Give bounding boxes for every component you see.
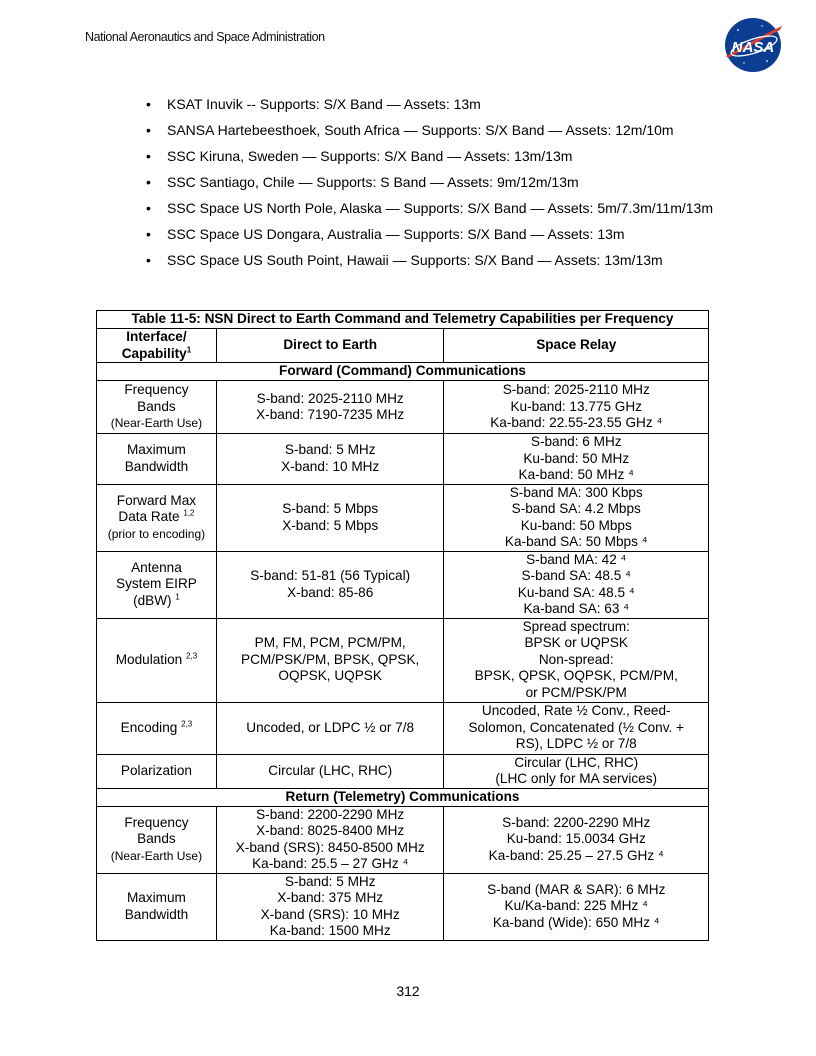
row-label: Encoding <box>120 719 178 735</box>
cell-line: X-band: 85-86 <box>287 584 374 600</box>
cell-line: X-band: 7190-7235 MHz <box>256 407 405 422</box>
cell-line: Circular (LHC, RHC) <box>514 754 639 770</box>
direct-to-earth-cell <box>216 754 444 788</box>
cell-line: S-band SA: 4.2 Mbps <box>511 501 641 516</box>
list-item: • KSAT Inuvik -- Supports: S/X Band — Assets: 13m <box>146 96 726 113</box>
cell-line: X-band: 8025-8400 MHz <box>256 823 405 838</box>
cell-line: S-band: 2200-2290 MHz <box>256 806 405 822</box>
row-label: Modulation <box>115 651 183 667</box>
row-label-cell <box>97 754 217 788</box>
row-label-cell <box>97 873 217 940</box>
cell-line: OQPSK, UQPSK <box>278 668 382 684</box>
table-header-row <box>97 329 709 363</box>
direct-to-earth-cell <box>216 873 444 940</box>
cell-line: Ka-band SA: 50 Mbps ⁴ <box>504 534 648 549</box>
cell-line: Ka-band: 25.5 – 27 GHz ⁴ <box>252 856 409 871</box>
cell-line: Ku-band: 50 Mbps <box>520 517 632 533</box>
cell-line: S-band: 5 MHz <box>284 873 376 889</box>
row-label: Bands <box>137 831 176 847</box>
row-label: Antenna <box>131 559 182 575</box>
table-row <box>97 806 709 873</box>
cell-line: Uncoded, or LDPC ½ or 7/8 <box>246 719 415 735</box>
cell-line: Ka-band: 25.25 – 27.5 GHz ⁴ <box>488 847 664 863</box>
cell-line: Circular (LHC, RHC) <box>268 762 393 778</box>
cell-line: Uncoded, Rate ½ Conv., Reed- <box>481 703 671 719</box>
svg-text:NASA: NASA <box>731 39 775 56</box>
cell-line: S-band MA: 300 Kbps <box>509 484 643 500</box>
cell-line: RS), LDPC ½ or 7/8 <box>515 736 637 752</box>
cell-line: X-band (SRS): 8450-8500 MHz <box>235 839 425 855</box>
cell-line: S-band (MAR & SAR): 6 MHz <box>487 881 666 897</box>
section-title: Return (Telemetry) Communications <box>97 788 709 806</box>
table-row <box>97 754 709 788</box>
row-label-cell <box>97 484 217 551</box>
section-title: Forward (Command) Communications <box>97 363 709 381</box>
row-label-cell <box>97 618 217 702</box>
section-header-row <box>97 363 709 381</box>
list-item: • SSC Kiruna, Sweden — Supports: S/X Band — Assets: 13m/13m <box>146 148 726 165</box>
cell-line: S-band: 5 MHz <box>284 442 376 458</box>
direct-to-earth-cell <box>216 618 444 702</box>
row-label-cell <box>97 702 217 754</box>
direct-to-earth-cell <box>216 702 444 754</box>
nasa-logo <box>722 16 784 74</box>
row-label: Polarization <box>120 762 192 778</box>
row-label: Bandwidth <box>124 458 189 474</box>
cell-line: X-band: 10 MHz <box>281 458 380 474</box>
list-item: • SSC Space US Dongara, Australia — Supports: S/X Band — Assets: 13m <box>146 226 726 243</box>
list-item: • SSC Santiago, Chile — Supports: S Band — Assets: 9m/12m/13m <box>146 174 726 191</box>
table-row <box>97 381 709 434</box>
space-relay-cell <box>444 484 709 551</box>
direct-to-earth-cell <box>216 806 444 873</box>
row-sublabel: (Near-Earth Use) <box>110 416 203 431</box>
table-row <box>97 618 709 702</box>
space-relay-cell <box>444 551 709 618</box>
cell-line: S-band MA: 42 ⁴ <box>526 551 627 567</box>
cell-line: Non-spread: <box>538 651 614 667</box>
cell-line: Spread spectrum: <box>522 618 630 634</box>
cell-line: BPSK or UQPSK <box>524 635 628 651</box>
header-direct-to-earth: Direct to Earth <box>216 329 444 363</box>
space-relay-cell <box>444 381 709 434</box>
cell-line: Ku/Ka-band: 225 MHz ⁴ <box>504 898 648 914</box>
row-label: Frequency <box>124 382 189 398</box>
cell-line: S-band: 2025-2110 MHz <box>256 390 404 406</box>
cell-line: S-band: 6 MHz <box>530 434 622 449</box>
ground-station-list <box>146 96 726 278</box>
cell-line: Ku-band: 50 MHz <box>523 450 630 466</box>
cell-line: S-band SA: 48.5 ⁴ <box>521 568 631 583</box>
cell-line: BPSK, QPSK, OQPSK, PCM/PM, <box>474 668 678 684</box>
cell-line: X-band: 375 MHz <box>277 890 384 905</box>
space-relay-cell <box>444 618 709 702</box>
row-sublabel: (prior to encoding) <box>107 526 206 541</box>
page-number: 312 <box>396 983 420 999</box>
row-label: Forward Max <box>116 492 197 508</box>
cell-line: (LHC only for MA services) <box>495 771 658 786</box>
row-label: System EIRP <box>116 576 197 592</box>
cell-line: S-band: 51-81 (56 Typical) <box>250 568 411 583</box>
cell-line: Ku-band: 13.775 GHz <box>510 398 642 414</box>
direct-to-earth-cell <box>216 551 444 618</box>
capabilities-table <box>96 310 709 941</box>
space-relay-cell <box>444 873 709 940</box>
header-space-relay: Space Relay <box>444 329 709 363</box>
footnote-ref: 2,3 <box>181 719 193 729</box>
table-row <box>97 484 709 551</box>
direct-to-earth-cell <box>216 434 444 485</box>
cell-line: Ku-band: 15.0034 GHz <box>506 831 646 847</box>
row-label-cell <box>97 806 217 873</box>
cell-line: Ka-band: 1500 MHz <box>269 923 391 938</box>
row-label: Data Rate <box>118 509 180 525</box>
list-item: • SSC Space US South Point, Hawaii — Supports: S/X Band — Assets: 13m/13m <box>146 252 726 269</box>
cell-line: PM, FM, PCM, PCM/PM, <box>254 635 406 651</box>
row-label: (dBW) <box>133 592 172 608</box>
row-label: Maximum <box>126 890 186 905</box>
row-label-cell <box>97 551 217 618</box>
row-label: Frequency <box>124 814 189 830</box>
row-label-cell <box>97 434 217 485</box>
cell-line: Ka-band SA: 63 ⁴ <box>523 601 630 616</box>
cell-line: Solomon, Concatenated (½ Conv. + <box>468 719 684 735</box>
cell-line: X-band (SRS): 10 MHz <box>260 906 400 922</box>
space-relay-cell <box>444 806 709 873</box>
cell-line: Ka-band: 50 MHz ⁴ <box>518 467 634 482</box>
row-label-cell <box>97 381 217 434</box>
direct-to-earth-cell <box>216 484 444 551</box>
cell-line: S-band: 5 Mbps <box>282 501 379 516</box>
space-relay-cell <box>444 434 709 485</box>
cell-line: X-band: 5 Mbps <box>282 517 379 533</box>
cell-line: Ka-band: 22.55-23.55 GHz ⁴ <box>490 415 663 431</box>
cell-line: or PCM/PSK/PM <box>525 684 627 700</box>
footnote-ref: 1,2 <box>183 508 195 518</box>
cell-line: Ku-band SA: 48.5 ⁴ <box>517 584 635 600</box>
table-row <box>97 873 709 940</box>
footnote-ref: 1 <box>175 592 180 602</box>
row-label: Bands <box>137 398 176 414</box>
footnote-ref: 2,3 <box>186 651 198 661</box>
table-row <box>97 551 709 618</box>
header-interface: Interface/ Capability$^1$ <box>97 329 217 363</box>
cell-line: S-band: 2200-2290 MHz <box>502 814 651 830</box>
list-item: • SANSA Hartebeesthoek, South Africa — Supports: S/X Band — Assets: 12m/10m <box>146 122 726 139</box>
direct-to-earth-cell <box>216 381 444 434</box>
row-label: Maximum <box>126 442 186 458</box>
table-row <box>97 434 709 485</box>
cell-line: S-band: 2025-2110 MHz <box>502 382 650 398</box>
section-header-row <box>97 788 709 806</box>
row-sublabel: (Near-Earth Use) <box>110 848 203 863</box>
list-item: • SSC Space US North Pole, Alaska — Supports: S/X Band — Assets: 5m/7.3m/11m/13m <box>146 200 726 217</box>
cell-line: Ka-band (Wide): 650 MHz ⁴ <box>492 914 660 930</box>
table-caption: Table 11-5: NSN Direct to Earth Command and Telemetry Capabilities per Frequency <box>97 311 709 329</box>
space-relay-cell <box>444 702 709 754</box>
table-row <box>97 702 709 754</box>
organization-name: National Aeronautics and Space Administration <box>85 30 325 44</box>
cell-line: PCM/PSK/PM, BPSK, QPSK, <box>241 651 420 667</box>
space-relay-cell <box>444 754 709 788</box>
row-label: Bandwidth <box>124 906 189 922</box>
